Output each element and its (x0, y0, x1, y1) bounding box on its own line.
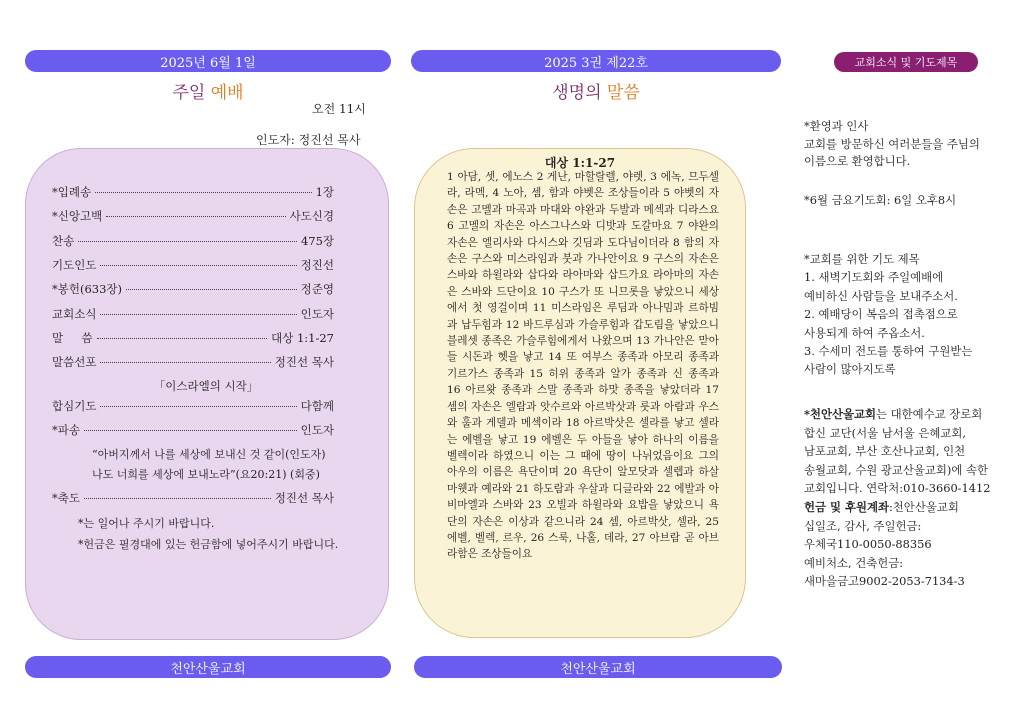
prayer-line: 예비하신 사람들을 보내주소서. (804, 288, 958, 303)
order-row (52, 398, 334, 414)
prayer-title: *교회를 위한 기도 제목 (804, 252, 920, 266)
order-value: 정진선 (300, 258, 334, 272)
sermon-title: 「이스라엘의 시작」 (153, 379, 259, 393)
left-footer (25, 656, 391, 678)
church-name: 천안산울교회 (170, 661, 246, 677)
account-line: 우체국110-0050-88356 (804, 537, 932, 552)
friday-prayer: *6월 금요기도회: 6일 오후8시 (804, 193, 957, 207)
order-label: *입례송 (52, 185, 92, 199)
scripture-text: 1 아담, 셋, 에노스 2 게난, 마할랄렐, 야렛, 3 에녹, 므두셀라, 라멕, 4 노아, 셈, 함과 야벳은 조상들이라 5 야벳의 자손은 고멜과 마곡과 마대와 야완과 두발과 메섹과 디라스요 6 고멜의 자손은 아스그나스와 디밧과 도갈마요 7 야완의 자손은 엘리사와 다시스와 깃딤과 도다님이더라 8 함의 자손은 구스와 미스라임과 붓과 가나안이요 9 구스의 자손은 스바와 하윌라와 삽다와 라아마와 삽드가요 라아마의 자손은 스바와 드단이요 10 구스가 또 니므롯을 낳았으니 세상에서 첫 영걸이며 11 미스라임은 루딤과 아나밈과 르하빔과 납두힘과 12 바드루심과 가슬루힘과 갑도림을 낳았으니 블레셋 종족은 가슬루힘에게서 나왔으며 13 가나안은 맏아들 시돈과 헷을 낳고 14 또 여부스 종족과 아모리 종족과 기르가스 종족과 15 히위 종족과 알가 종족과 신 종족과 16 아르왓 종족과 스말 종족과 하맛 종족을 낳았더라 17 셈의 자손은 엘람과 앗수르와 아르박삿과 룻과 아람과 우스와 훌과 게델과 메섹이라 18 아르박삿은 셀라를 낳고 셀라는 에벨을 낳고 19 에벨은 두 아들을 낳아 하나의 이름을 벨렉이라 하였으니 이는 그 때에 땅이 나뉘었음이요 그의 아우의 이름은 욕단이며 20 욕단이 알모닷과 셀렙과 하살마웻과 예라와 21 하도람과 우살과 디글라와 22 에발과 아비마엘과 스바와 23 오빌과 하윌라와 요밥을 낳았으니 욕단의 자손은 이상과 같으니라 24 셈, 아르박삿, 셀라, 25 에벨, 벨렉, 르우, 26 스룩, 나홀, 데라, 27 아브람 곧 아브라함은 조상들이요 (447, 171, 719, 561)
scripture-reference: 대상 1:1-27 (544, 156, 616, 170)
word-title-part1: 생명의 (552, 83, 607, 103)
order-label: 말 씀 (52, 331, 93, 345)
volume-header (411, 50, 781, 72)
scripture-panel (414, 148, 746, 638)
sending-line-1: “아버지께서 나를 세상에 보내신 것 같이(인도자) (92, 448, 326, 461)
order-row (52, 257, 334, 273)
account-line: 새마을금고9002-2053-7134-3 (804, 574, 965, 589)
order-row (52, 306, 334, 322)
order-value: 다함께 (300, 399, 334, 413)
order-label: 합심기도 (52, 399, 97, 413)
order-label: 기도인도 (52, 258, 97, 272)
about-line: 송월교회, 수원 광교산울교회)에 속한 (804, 462, 988, 477)
welcome-title: *환영과 인사 (804, 119, 869, 133)
welcome-line: 교회를 방문하신 여러분들을 주님의 (804, 136, 980, 151)
order-value: 인도자 (300, 423, 334, 437)
prayer-section (804, 250, 972, 379)
word-title-part2: 말씀 (606, 83, 640, 103)
order-label: *축도 (52, 491, 80, 505)
church-info-section (804, 405, 991, 591)
order-value: 정진선 목사 (274, 355, 334, 369)
prayer-line: 1. 새벽기도회와 주일예배에 (804, 270, 944, 285)
order-value: 인도자 (300, 307, 334, 321)
welcome-line: 이름으로 환영합니다. (804, 154, 911, 168)
prayer-line: 3. 수세미 전도를 통하여 구원받는 (804, 344, 973, 359)
offering-note: *헌금은 필경대에 있는 헌금함에 넣어주시기 바랍니다. (78, 538, 339, 551)
order-row (52, 184, 334, 200)
order-label: *파송 (52, 423, 80, 437)
order-value: 사도신경 (289, 209, 334, 223)
prayer-line: 2. 예배당이 복음의 접촉점으로 (804, 307, 958, 322)
order-value: 정진선 목사 (274, 491, 334, 505)
service-time: 오전 11시 (312, 102, 366, 116)
order-row (52, 281, 334, 297)
church-name: 천안산울교회 (560, 661, 636, 677)
about-line: 남포교회, 부산 호산나교회, 인천 (804, 444, 966, 459)
order-row (52, 208, 334, 224)
blessing-row (52, 490, 334, 506)
order-label: 교회소식 (52, 307, 97, 321)
volume-label: 2025 3권 제22호 (544, 55, 648, 71)
church-name-bold: *천안산울교회 (804, 407, 876, 421)
date-label: 2025년 6월 1일 (160, 55, 256, 71)
standing-note: *는 일어나 주시기 바랍니다. (78, 517, 215, 530)
news-badge (834, 52, 978, 72)
order-label: *신앙고백 (52, 209, 103, 223)
account-text: :천안산울교회 (888, 499, 959, 514)
order-value: 475장 (300, 234, 334, 248)
word-title (411, 78, 781, 103)
prayer-line: 사람이 많아지도록 (804, 362, 896, 377)
about-line: 합신 교단(서울 남서울 은혜교회, (804, 425, 966, 440)
account-line: 예비처소, 건축헌금: (804, 555, 904, 570)
middle-footer (414, 656, 782, 678)
order-label: 찬송 (52, 234, 75, 248)
order-row (52, 354, 334, 370)
leader-label: 인도자: 정진선 목사 (256, 133, 361, 147)
order-label: 말씀선포 (52, 355, 97, 369)
service-title-part2: 예배 (210, 83, 244, 103)
about-line (804, 405, 991, 424)
order-value: 1장 (315, 185, 334, 199)
order-row (52, 233, 334, 249)
about-text: 는 대한예수교 장로회 (875, 407, 983, 421)
account-line (804, 498, 991, 517)
prayer-line: 사용되게 하여 주옵소서. (804, 325, 925, 340)
account-line: 십일조, 감사, 주일헌금: (804, 518, 922, 533)
about-line: 교회입니다. 연락처:010-3660-1412 (804, 481, 991, 496)
account-title-bold: 헌금 및 후원계좌 (804, 499, 889, 514)
service-title-part1: 주일 (172, 83, 211, 103)
order-label: *봉헌(633장) (52, 282, 122, 296)
order-row (52, 422, 334, 438)
order-value: 대상 1:1-27 (271, 331, 334, 345)
sending-line-2: 나도 너희를 세상에 보내노라”(요20:21) (회중) (92, 468, 320, 481)
order-value: 정준영 (300, 282, 334, 296)
welcome-section (804, 118, 980, 171)
news-badge-label: 교회소식 및 기도제목 (854, 56, 958, 69)
date-header (25, 50, 391, 72)
order-row (52, 330, 334, 346)
